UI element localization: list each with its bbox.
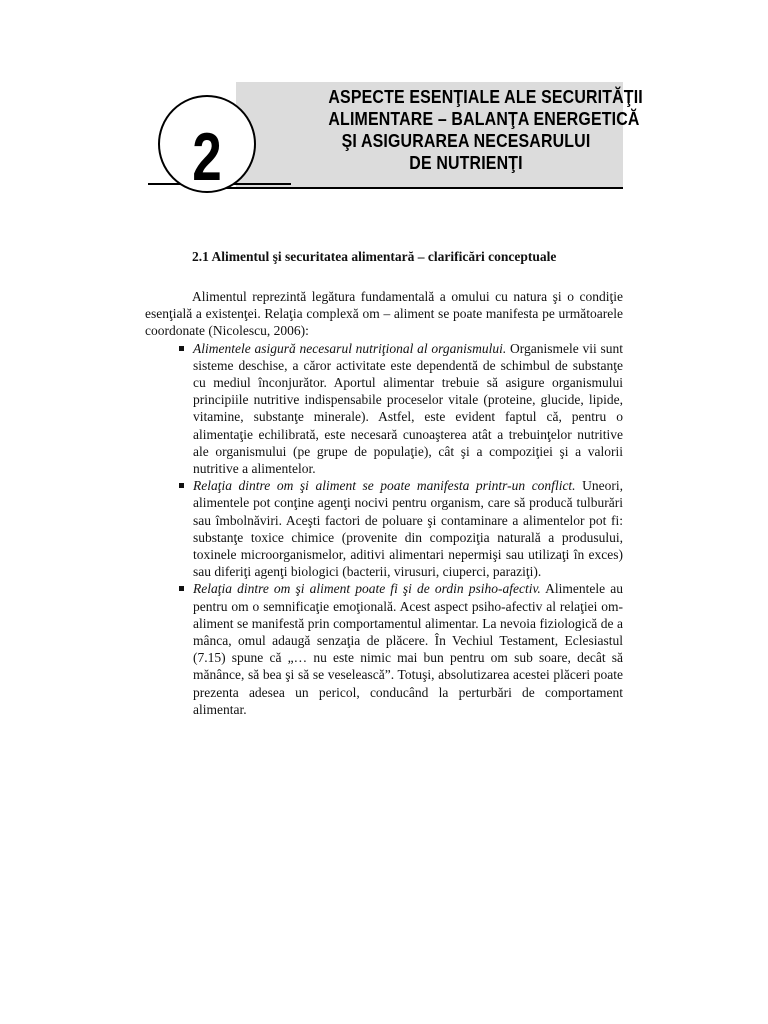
chapter-title (328, 86, 643, 174)
section-body (145, 288, 623, 718)
intro-paragraph: Alimentul reprezintă legătura fundamentală a omului cu natura şi o condiţie esenţială a existenţei. Relaţia complexă om – aliment se poate manifesta pe următoarele coordonate (Nicolescu, 2006): (145, 289, 623, 339)
bullet-text: Organismele vii sunt sisteme deschise, a căror activitate este dependentă de schimbul de substanţe cu mediul înconjurător. Aportul alimentar trebuie să asigure organismului principiile nutritive indispensabile proceselor vitale (proteine, glucide, lipide, vitamine, substanţe minerale). Astfel, este evident faptul că, pentru o alimentaţie echilibrată, este necesară cunoaşterea atât a trebuinţelor nutritive ale organismului (pe grupe de populaţie), cât şi a compoziţiei şi a valorii nutritive a alimentelor. (193, 340, 623, 477)
bullet-list (145, 340, 623, 718)
chapter-number: 2 (192, 118, 222, 195)
chapter-header (0, 0, 768, 200)
list-item (193, 340, 623, 478)
chapter-title-line: ASPECTE ESENŢIALE ALE SECURITĂŢII (328, 86, 643, 107)
list-item (193, 477, 623, 580)
bullet-square-icon (179, 346, 184, 351)
bullet-text: Alimentele au pentru om o semnificaţie emoţională. Acest aspect psiho-afectiv al relaţiei om-aliment se manifestă prin comportamentul alimentar. La nevoia fiziologică de a mânca, omul adaugă senzaţia de plăcere. În Vechiul Testament, Eclesiastul (7.15) spune că „… nu este nimic mai bun pentru om sub soare, decât să mănânce, să bea şi să se veselească”. Totuşi, absolutizarea acestei plăceri poate prezenta adesea un pericol, conducând la perturbări de comportament alimentar. (193, 581, 623, 717)
list-item (193, 580, 623, 718)
bullet-square-icon (179, 483, 184, 488)
bullet-text: Uneori, alimentele pot conţine agenţi nocivi pentru organism, care să producă tulburări sau îmbolnăviri. Aceşti factori de poluare şi contaminare a alimentelor pot fi: substanţe toxice chimice (provenite din compoziţia naturală a produsului, toxinele microorganismelor, aditivi alimentari nepermişi sau utilizaţi în exces) sau diferiţi agenţi biologici (bacterii, virusuri, ciuperci, paraziţi). (193, 478, 623, 580)
bullet-lead: Relaţia dintre om şi aliment poate fi şi de ordin psiho-afectiv. (193, 581, 541, 597)
chapter-title-line: ŞI ASIGURAREA NECESARULUI (341, 130, 591, 151)
chapter-title-line: ALIMENTARE – BALANŢA ENERGETICĂ (328, 108, 640, 129)
chapter-title-line: DE NUTRIENŢI (409, 152, 523, 173)
bullet-lead: Alimentele asigură necesarul nutriţional al organismului. (193, 340, 507, 356)
section-title: 2.1 Alimentul şi securitatea alimentară – clarificări conceptuale (192, 249, 557, 264)
bullet-square-icon (179, 586, 184, 591)
bullet-lead: Relaţia dintre om şi aliment se poate manifesta printr-un conflict. (193, 478, 576, 494)
